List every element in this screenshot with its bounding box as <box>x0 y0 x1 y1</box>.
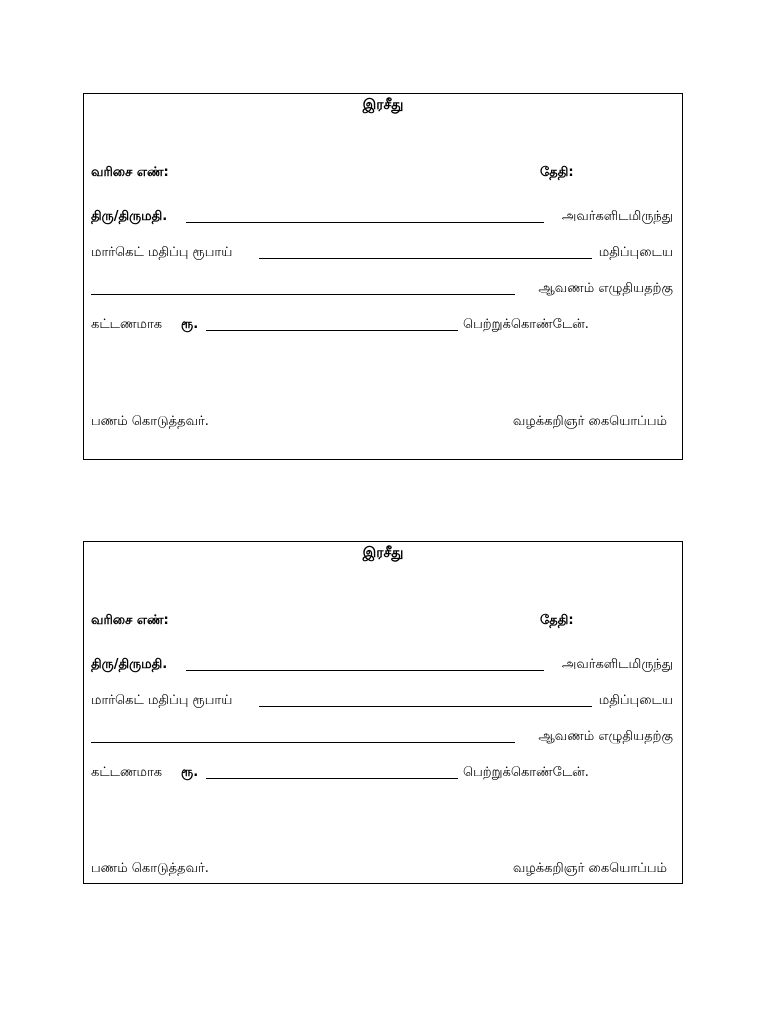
from-suffix-text: அவர்களிடமிருந்து <box>561 209 673 224</box>
signature-row <box>91 412 673 432</box>
fee-row <box>91 315 673 335</box>
valued-suffix-text: மதிப்புடைய <box>598 245 673 260</box>
document-row <box>91 279 673 299</box>
date-label: தேதி: <box>540 613 574 628</box>
honorific-label: திரு/திருமதி. <box>91 209 168 224</box>
serial-date-row <box>91 611 673 631</box>
fee-label: கட்டணமாக <box>91 765 163 780</box>
fee-amount-blank[interactable] <box>206 778 458 779</box>
receipt-card <box>83 93 683 460</box>
payer-name-row <box>91 655 673 675</box>
honorific-label: திரு/திருமதி. <box>91 657 168 672</box>
date-label: தேதி: <box>540 165 574 180</box>
market-value-row <box>91 691 673 711</box>
advocate-signature-label: வழக்கறிஞர் கையொப்பம் <box>512 414 667 429</box>
fee-row <box>91 763 673 783</box>
market-value-blank[interactable] <box>259 706 592 707</box>
document-row <box>91 727 673 747</box>
payer-name-row <box>91 207 673 227</box>
market-value-blank[interactable] <box>259 258 592 259</box>
market-value-label: மார்கெட் மதிப்பு ரூபாய் <box>91 693 233 708</box>
document-description-blank[interactable] <box>91 742 515 743</box>
document-writing-text: ஆவணம் எழுதியதற்கு <box>538 729 673 744</box>
rupee-symbol: ரூ. <box>181 317 199 332</box>
received-text: பெற்றுக்கொண்டேன். <box>463 317 589 332</box>
serial-number-label: வரிசை எண்: <box>91 613 169 628</box>
document-writing-text: ஆவணம் எழுதியதற்கு <box>538 281 673 296</box>
fee-amount-blank[interactable] <box>206 330 458 331</box>
rupee-symbol: ரூ. <box>181 765 199 780</box>
payer-name-blank[interactable] <box>186 670 544 671</box>
receipt-title: இரசீது <box>362 545 404 561</box>
valued-suffix-text: மதிப்புடைய <box>598 693 673 708</box>
advocate-signature-label: வழக்கறிஞர் கையொப்பம் <box>512 861 667 876</box>
from-suffix-text: அவர்களிடமிருந்து <box>561 657 673 672</box>
serial-date-row <box>91 163 673 183</box>
signature-row <box>91 859 673 879</box>
fee-label: கட்டணமாக <box>91 317 163 332</box>
receipt-card <box>83 541 683 884</box>
payer-name-blank[interactable] <box>186 222 544 223</box>
market-value-label: மார்கெட் மதிப்பு ரூபாய் <box>91 245 233 260</box>
market-value-row <box>91 243 673 263</box>
document-description-blank[interactable] <box>91 294 515 295</box>
payer-label: பணம் கொடுத்தவர். <box>91 861 209 876</box>
serial-number-label: வரிசை எண்: <box>91 165 169 180</box>
payer-label: பணம் கொடுத்தவர். <box>91 414 209 429</box>
received-text: பெற்றுக்கொண்டேன். <box>463 765 589 780</box>
receipt-title: இரசீது <box>362 97 404 113</box>
